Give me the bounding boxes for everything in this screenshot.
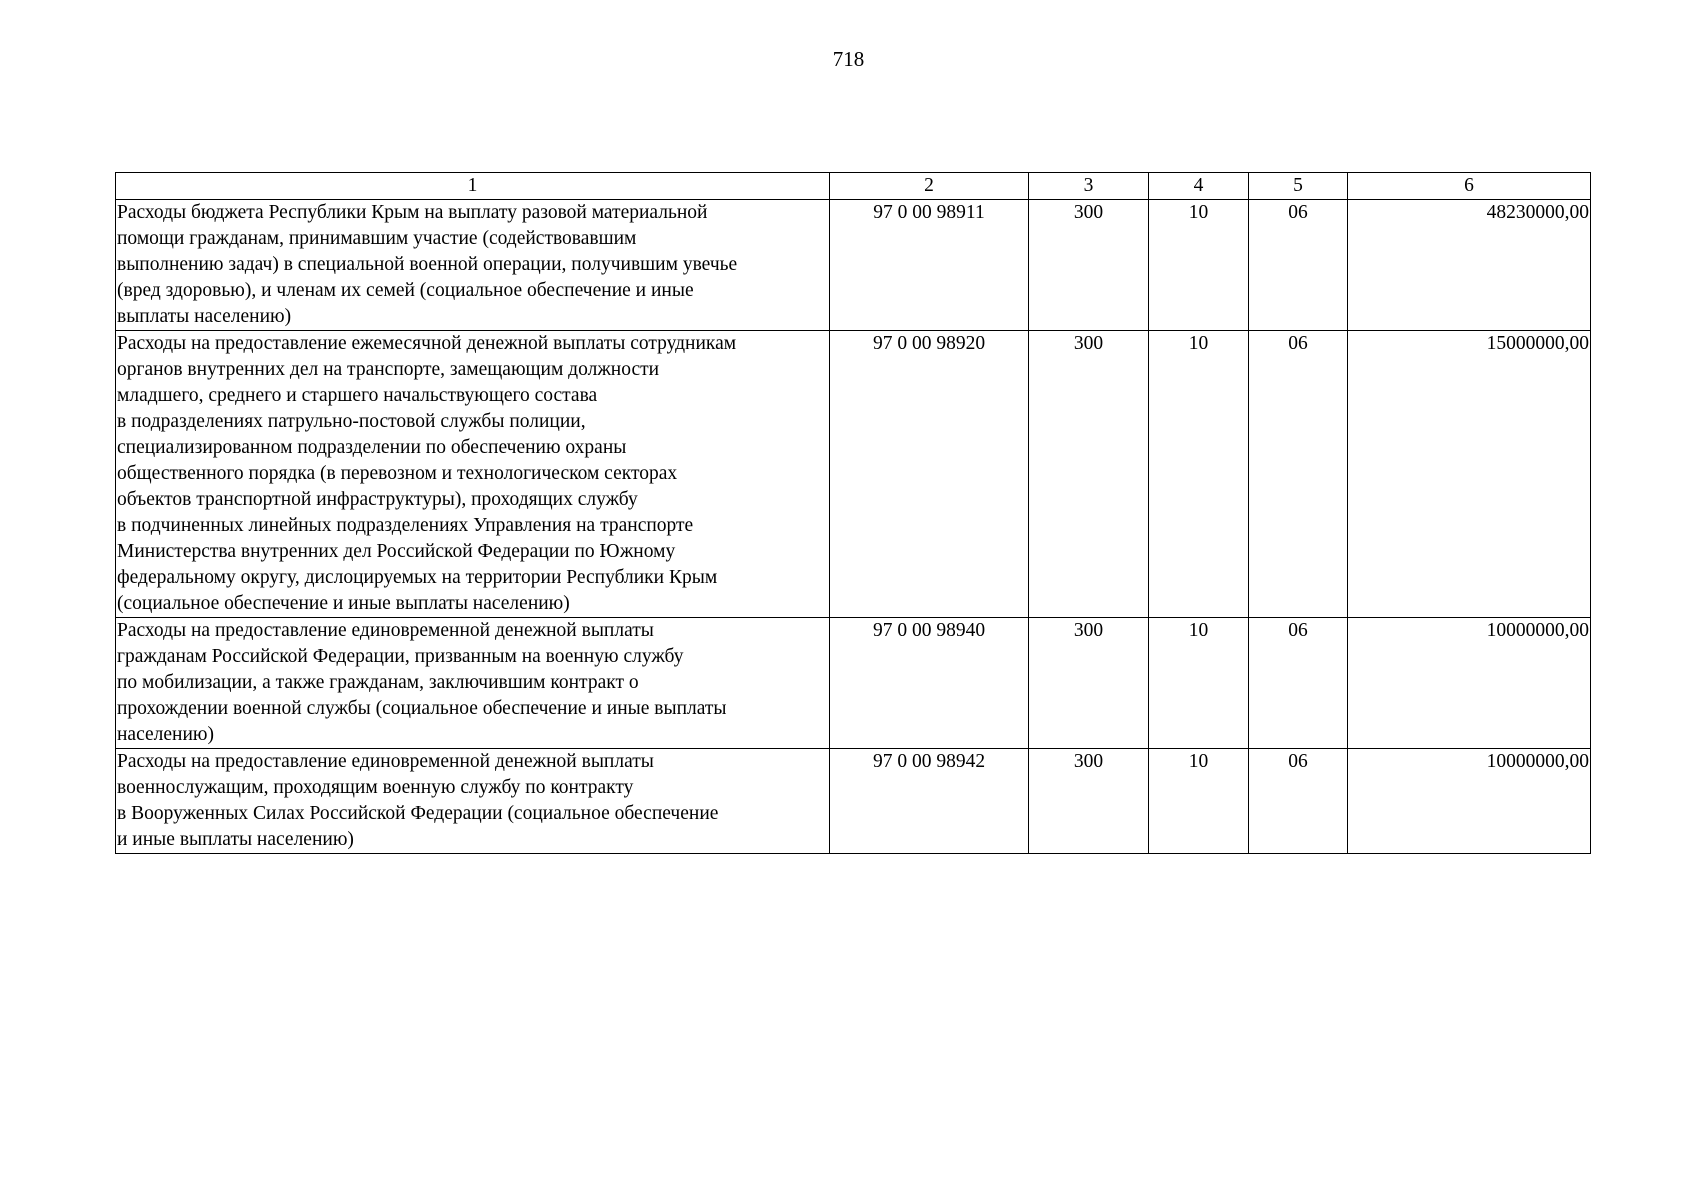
column-header-2: 2 [830,173,1029,200]
amount-cell: 10000000,00 [1348,749,1591,854]
expense-type-cell: 300 [1029,749,1149,854]
target-code-cell: 97 0 00 98940 [830,618,1029,749]
section-cell: 10 [1149,200,1249,331]
table-header-row [116,173,1591,200]
column-header-1: 1 [116,173,830,200]
target-code-cell: 97 0 00 98942 [830,749,1029,854]
table-row [116,331,1591,618]
section-cell: 10 [1149,749,1249,854]
section-cell: 10 [1149,331,1249,618]
subsection-cell: 06 [1249,749,1348,854]
amount-cell: 10000000,00 [1348,618,1591,749]
subsection-cell: 06 [1249,618,1348,749]
amount-cell: 15000000,00 [1348,331,1591,618]
table-row [116,200,1591,331]
subsection-cell: 06 [1249,200,1348,331]
expenditure-name-cell: Расходы на предоставление ежемесячной денежной выплаты сотрудникам органов внутренних дел на транспорте, замещающим должности младшего, среднего и старшего начальствующего состава в подразделениях патрульно-постовой службы полиции, специализированном подразделении по обеспечению охраны общественного порядка (в перевозном и технологическом секторах объектов транспортной инфраструктуры), проходящих службу в подчиненных линейных подразделениях Управления на транспорте Министерства внутренних дел Российской Федерации по Южному федеральному округу, дислоцируемых на территории Республики Крым (социальное обеспечение и иные выплаты населению) [116,331,830,618]
section-cell: 10 [1149,618,1249,749]
expenditure-name-cell: Расходы на предоставление единовременной денежной выплаты гражданам Российской Федерации, призванным на военную службу по мобилизации, а также гражданам, заключившим контракт о прохождении военной службы (социальное обеспечение и иные выплаты населению) [116,618,830,749]
target-code-cell: 97 0 00 98911 [830,200,1029,331]
column-header-3: 3 [1029,173,1149,200]
target-code-cell: 97 0 00 98920 [830,331,1029,618]
column-header-6: 6 [1348,173,1591,200]
table-row [116,749,1591,854]
column-header-5: 5 [1249,173,1348,200]
expense-type-cell: 300 [1029,200,1149,331]
amount-cell: 48230000,00 [1348,200,1591,331]
expenditure-name-cell: Расходы на предоставление единовременной денежной выплаты военнослужащим, проходящим военную службу по контракту в Вооруженных Силах Российской Федерации (социальное обеспечение и иные выплаты населению) [116,749,830,854]
subsection-cell: 06 [1249,331,1348,618]
budget-expenditure-table [115,172,1591,854]
expense-type-cell: 300 [1029,618,1149,749]
column-header-4: 4 [1149,173,1249,200]
table-row [116,618,1591,749]
expense-type-cell: 300 [1029,331,1149,618]
page-number: 718 [832,47,865,71]
expenditure-name-cell: Расходы бюджета Республики Крым на выплату разовой материальной помощи гражданам, принимавшим участие (содействовавшим выполнению задач) в специальной военной операции, получившим увечье (вред здоровью), и членам их семей (социальное обеспечение и иные выплаты населению) [116,200,830,331]
